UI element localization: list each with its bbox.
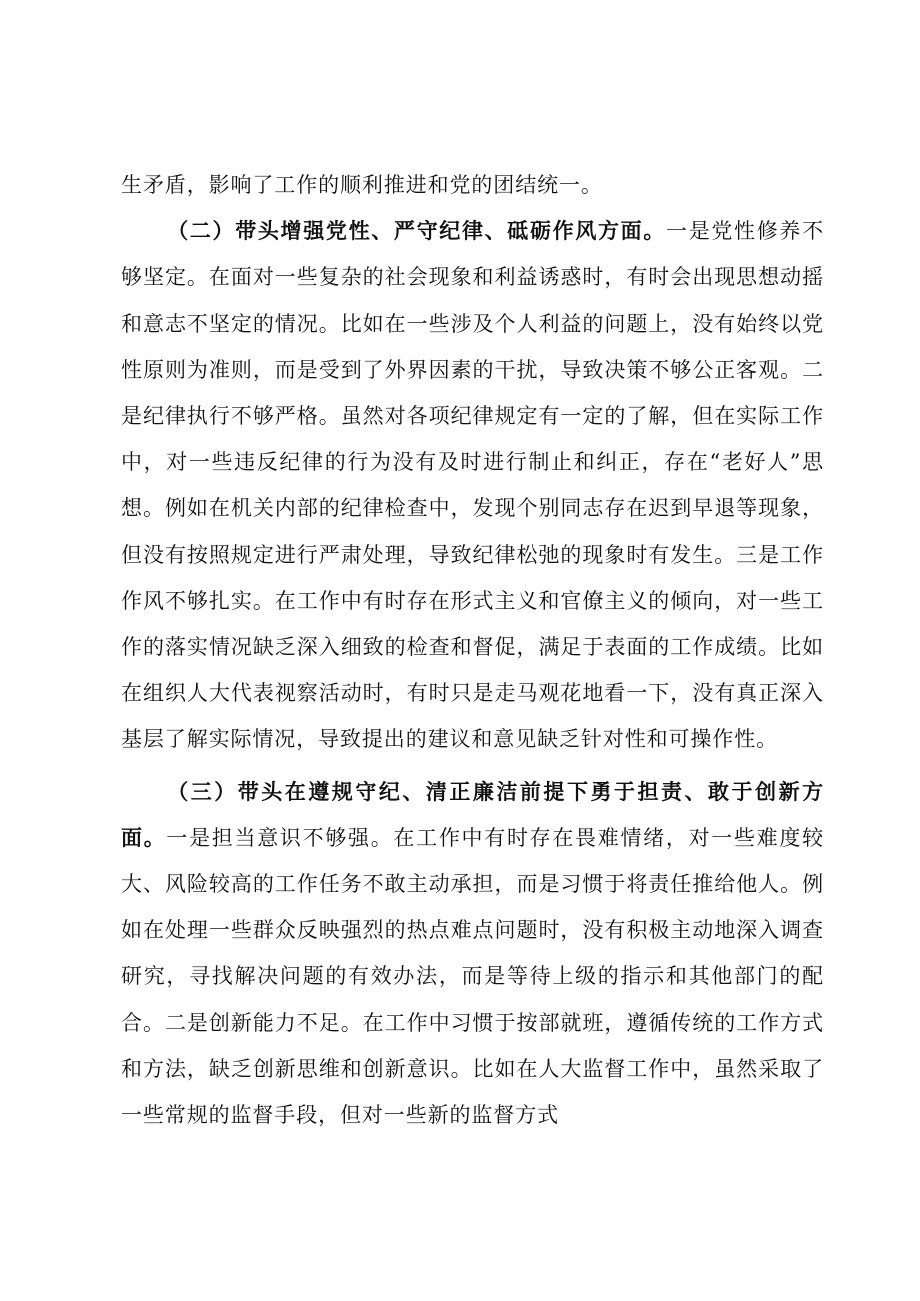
section-3-body: 一是担当意识不够强。在工作中有时存在畏难情绪，对一些难度较大、风险较高的工作任务不敢主动承担，而是习惯于将责任推给他人。例如在处理一些群众反映强烈的热点难点问题时，没有积极主动地深入调查研究，寻找解决问题的有效办法，而是等待上级的指示和其他部门的配合。二是创新能力不足。在工作中习惯于按部就班，遵循传统的工作方式和方法，缺乏创新思维和创新意识。比如在人大监督工作中，虽然采取了一些常规的监督手段，但对一些新的监督方式	[121, 825, 824, 1128]
section-2-heading: （二）带头增强党性、严守纪律、砥砺作风方面。	[167, 219, 667, 244]
continuation-text: 生矛盾，影响了工作的顺利推进和党的团结统一。	[121, 173, 603, 197]
section-3-paragraph	[121, 769, 824, 1139]
continuation-paragraph	[121, 162, 824, 208]
section-3-heading: （三）带头在遵规守纪、清正廉洁前提下勇于担责、敢于创新方面。	[121, 779, 824, 850]
section-2-paragraph	[121, 208, 824, 762]
section-2-body: 一是党性修养不够坚定。在面对一些复杂的社会现象和利益诱惑时，有时会出现思想动摇和意志不坚定的情况。比如在一些涉及个人利益的问题上，没有始终以党性原则为准则，而是受到了外界因素的干扰，导致决策不够公正客观。二是纪律执行不够严格。虽然对各项纪律规定有一定的了解，但在实际工作中，对一些违反纪律的行为没有及时进行制止和纠正，存在“老好人”思想。例如在机关内部的纪律检查中，发现个别同志存在迟到早退等现象，但没有按照规定进行严肃处理，导致纪律松弛的现象时有发生。三是工作作风不够扎实。在工作中有时存在形式主义和官僚主义的倾向，对一些工作的落实情况缺乏深入细致的检查和督促，满足于表面的工作成绩。比如在组织人大代表视察活动时，有时只是走马观花地看一下，没有真正深入基层了解实际情况，导致提出的建议和意见缺乏针对性和可操作性。	[121, 219, 824, 752]
